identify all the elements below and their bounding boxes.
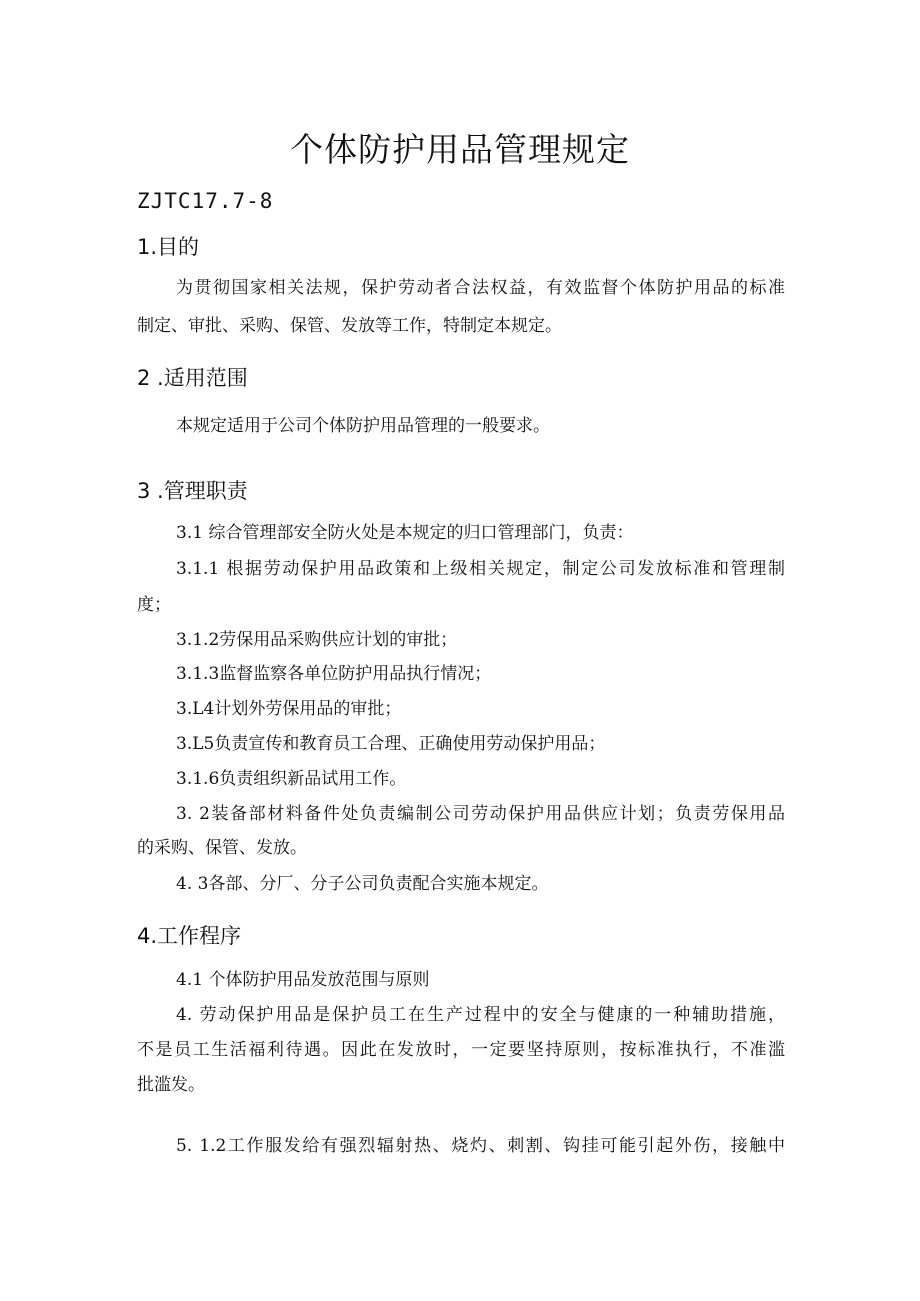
list-item: 3.1.6负责组织新品试用工作。 [176,769,407,789]
list-item: 3.1.3监督监察各单位防护用品执行情况； [176,664,492,684]
paragraph-line: 4. 劳动保护用品是保护员工在生产过程中的安全与健康的一种辅助措施， [176,1005,785,1025]
list-item-continuation: 度； [137,595,171,615]
list-item: 3.1 综合管理部安全防火处是本规定的归口管理部门，负责： [176,523,634,543]
section-heading-responsibilities: 3 .管理职责 [137,479,248,503]
list-item: 3.L4计划外劳保用品的审批； [176,699,402,719]
list-item-continuation: 的采购、保管、发放。 [137,838,307,858]
document-title: 个体防护用品管理规定 [290,130,630,169]
paragraph-line: 为贯彻国家相关法规，保护劳动者合法权益，有效监督个体防护用品的标准 [176,278,785,298]
list-item: 3.L5负责宣传和教育员工合理、正确使用劳动保护用品； [176,734,606,754]
paragraph-line: 批滥发。 [137,1075,205,1095]
paragraph-line: 本规定适用于公司个体防护用品管理的一般要求。 [176,416,550,436]
section-heading-scope: 2 .适用范围 [137,366,248,390]
list-item: 3.1.1 根据劳动保护用品政策和上级相关规定，制定公司发放标准和管理制 [176,559,785,579]
section-heading-procedure: 4.工作程序 [137,924,242,948]
list-item: 3.1.2劳保用品采购供应计划的审批； [176,630,458,650]
document-code: ZJTC17.7-8 [137,189,274,213]
section-heading-purpose: 1.目的 [137,235,200,259]
list-item: 4. 3各部、分厂、分子公司负责配合实施本规定。 [176,874,549,894]
list-item: 5. 1.2工作服发给有强烈辐射热、烧灼、刺割、钩挂可能引起外伤，接触中 [176,1136,785,1156]
paragraph-line: 不是员工生活福利待遇。因此在发放时，一定要坚持原则，按标准执行，不准滥 [137,1040,785,1060]
list-item: 4.1 个体防护用品发放范围与原则 [176,970,430,990]
list-item: 3. 2装备部材料备件处负责编制公司劳动保护用品供应计划；负责劳保用品 [176,804,785,824]
paragraph-line: 制定、审批、采购、保管、发放等工作，特制定本规定。 [137,316,562,336]
